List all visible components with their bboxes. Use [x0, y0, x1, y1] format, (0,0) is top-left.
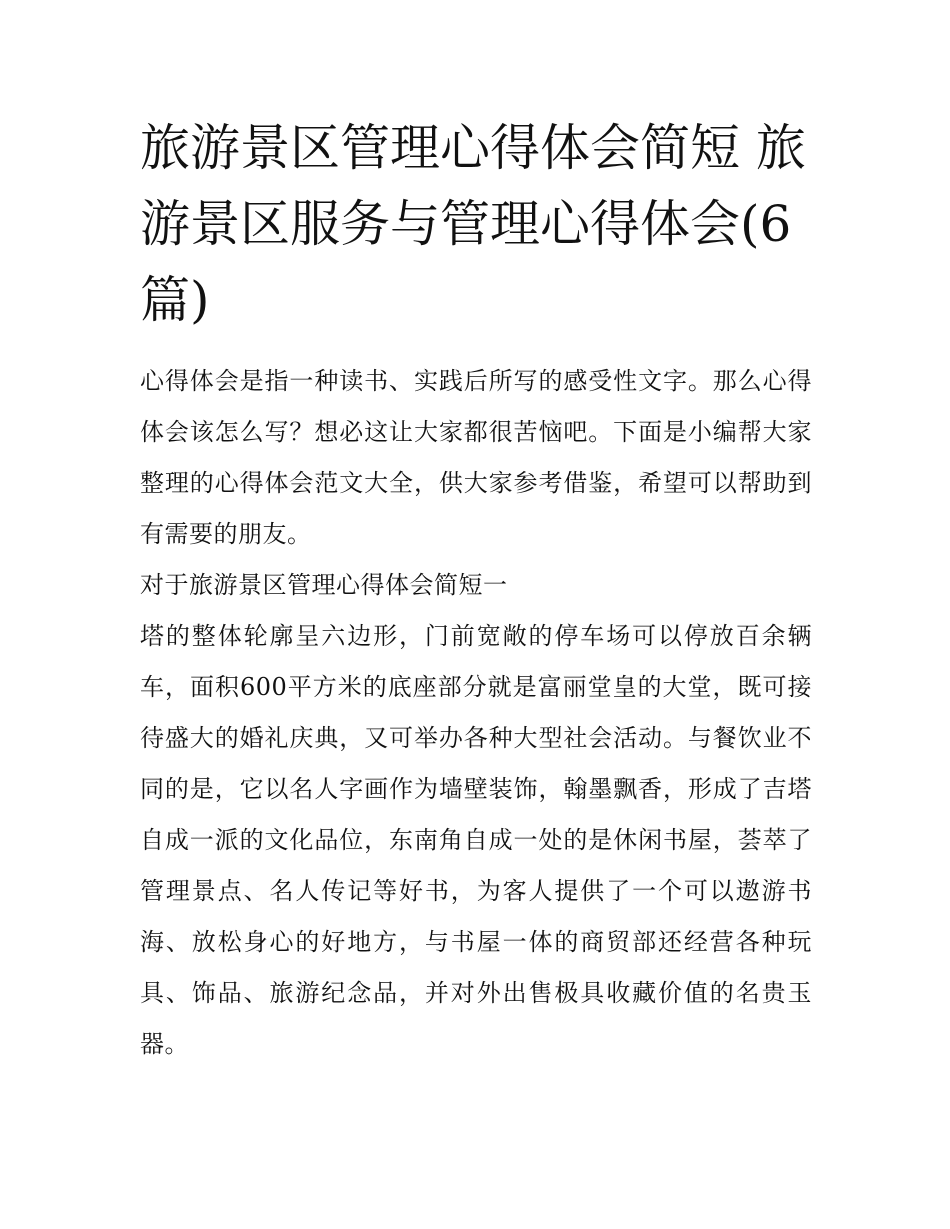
document-title: 旅游景区管理心得体会简短 旅游景区服务与管理心得体会(6篇)	[140, 119, 806, 329]
intro-paragraph: 心得体会是指一种读书、实践后所写的感受性文字。那么心得体会该怎么写？想必这让大家都很苦恼吧。下面是小编帮大家整理的心得体会范文大全，供大家参考借鉴，希望可以帮助到有需要的朋友。	[140, 367, 812, 548]
section-heading: 对于旅游景区管理心得体会简短一	[140, 571, 508, 599]
body-paragraph: 塔的整体轮廓呈六边形，门前宽敞的停车场可以停放百余辆车，面积600平方米的底座部分就是富丽堂皇的大堂，既可接待盛大的婚礼庆典，又可举办各种大型社会活动。与餐饮业不同的是，它以名人字画作为墙壁装饰，翰墨飘香，形成了吉塔自成一派的文化品位，东南角自成一处的是休闲书屋，荟萃了管理景点、名人传记等好书，为客人提供了一个可以遨游书海、放松身心的好地方，与书屋一体的商贸部还经营各种玩具、饰品、旅游纪念品，并对外出售极具收藏价值的名贵玉器。	[140, 622, 812, 1058]
document-page	[140, 110, 812, 1070]
